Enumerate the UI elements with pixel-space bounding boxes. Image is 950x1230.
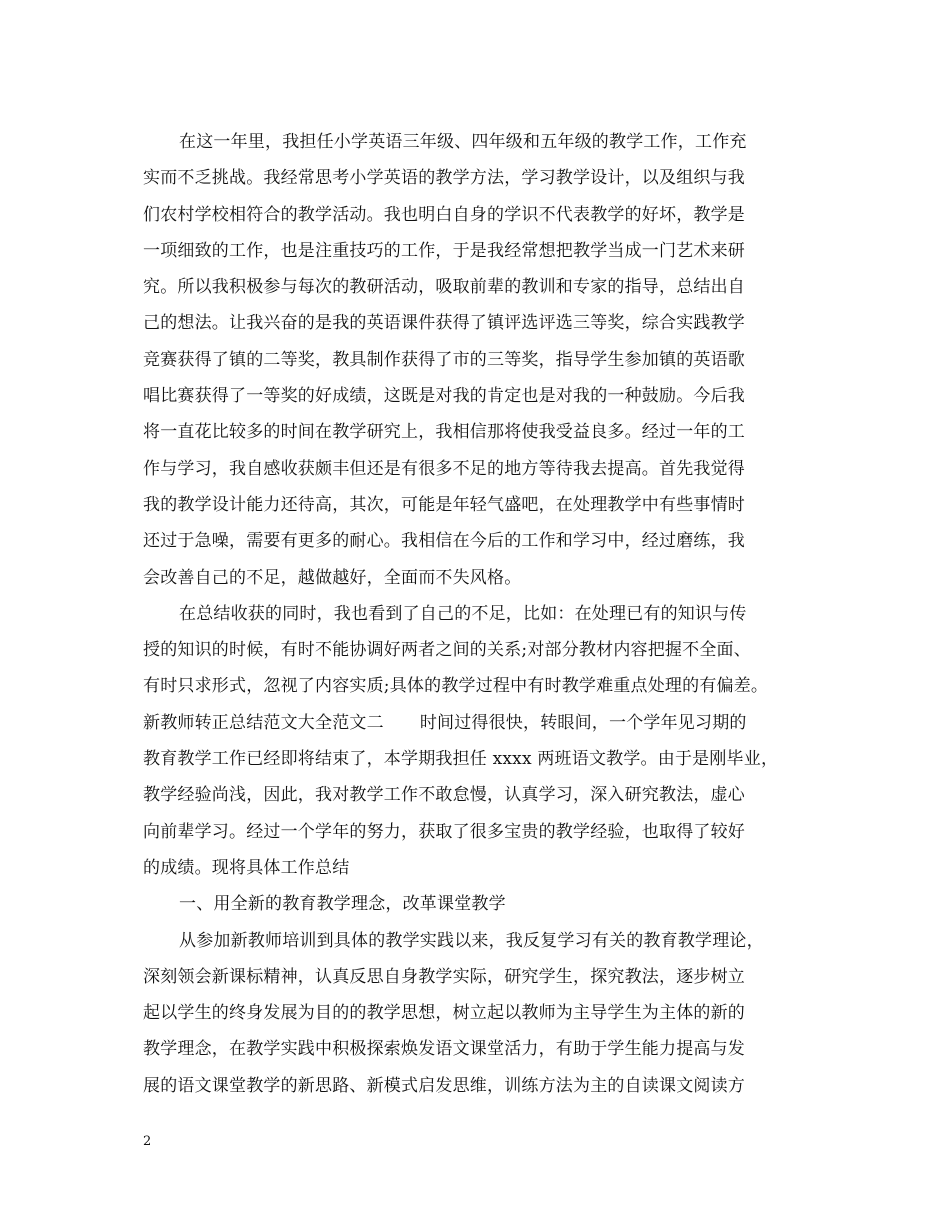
text-line: 在总结收获的同时，我也看到了自己的不足，比如：在处理已有的知识与传: [179, 603, 747, 624]
text-line: 我的教学设计能力还待高，其次，可能是年轻气盛吧，在处理教学中有些事情时: [143, 494, 745, 515]
section-title-line: [143, 705, 813, 741]
text-line: 深刻领会新课标精神，认真反思自身教学实际，研究学生，探究教法，逐步树立: [143, 966, 745, 987]
text-line: 究。所以我积极参与每次的教研活动，吸取前辈的教训和专家的指导，总结出自: [143, 277, 745, 298]
text-line: 作与学习，我自感收获颇丰但还是有很多不足的地方等待我去提高。首先我觉得: [143, 458, 745, 479]
text-line: 教学理念，在教学实践中积极探索焕发语文课堂活力，有助于学生能力提高与发: [143, 1039, 745, 1060]
text-line: 还过于急噪，需要有更多的耐心。我相信在今后的工作和学习中，经过磨练，我: [143, 531, 745, 552]
text-line: 将一直花比较多的时间在教学研究上，我相信那将使我受益良多。经过一年的工: [143, 422, 745, 443]
page-number: 2: [143, 1134, 152, 1149]
document-body: [143, 124, 813, 1104]
text-line: 的成绩。现将具体工作总结: [143, 857, 350, 878]
text-line: 一项细致的工作，也是注重技巧的工作，于是我经常想把教学当成一门艺术来研: [143, 240, 745, 261]
text-segment: 时间过得很快，转眼间，一个学年见习期的: [419, 712, 747, 733]
text-line: 实而不乏挑战。我经常思考小学英语的教学方法，学习教学设计，以及组织与我: [143, 168, 745, 189]
text-line: 竞赛获得了镇的二等奖，教具制作获得了市的三等奖，指导学生参加镇的英语歌: [143, 349, 745, 370]
article-title: 新教师转正总结范文大全范文二: [143, 712, 384, 733]
text-line: 唱比赛获得了一等奖的好成绩，这既是对我的肯定也是对我的一种鼓励。今后我: [143, 386, 745, 407]
section-heading: 一、用全新的教育教学理念，改革课堂教学: [179, 894, 506, 915]
text-line: 教学经验尚浅，因此，我对教学工作不敢怠慢，认真学习，深入研究教法，虚心: [143, 785, 745, 806]
text-line: 教育教学工作已经即将结束了，本学期我担任 xxxx 两班语文教学。由于是刚毕业，: [143, 749, 779, 770]
text-line: 向前辈学习。经过一个学年的努力，获取了很多宝贵的教学经验，也取得了较好: [143, 821, 745, 842]
text-line: 从参加新教师培训到具体的教学实践以来，我反复学习有关的教育教学理论，: [179, 930, 764, 951]
text-line: 授的知识的时候，有时不能协调好两者之间的关系;对部分教材内容把握不全面、: [143, 640, 751, 661]
text-line: 有时只求形式，忽视了内容实质;具体的教学过程中有时教学难重点处理的有偏差。: [143, 676, 769, 697]
text-line: 会改善自己的不足，越做越好，全面而不失风格。: [143, 567, 522, 588]
text-line: 己的想法。让我兴奋的是我的英语课件获得了镇评选评选三等奖，综合实践教学: [143, 313, 745, 334]
text-line: 们农村学校相符合的教学活动。我也明白自身的学识不代表教学的好坏，教学是: [143, 204, 745, 225]
text-line: 展的语文课堂教学的新思路、新模式启发思维，训练方法为主的自读课文阅读方: [143, 1075, 745, 1096]
text-line: 在这一年里，我担任小学英语三年级、四年级和五年级的教学工作，工作充: [179, 132, 747, 152]
text-line: 起以学生的终身发展为目的的教学思想，树立起以教师为主导学生为主体的新的: [143, 1003, 745, 1024]
